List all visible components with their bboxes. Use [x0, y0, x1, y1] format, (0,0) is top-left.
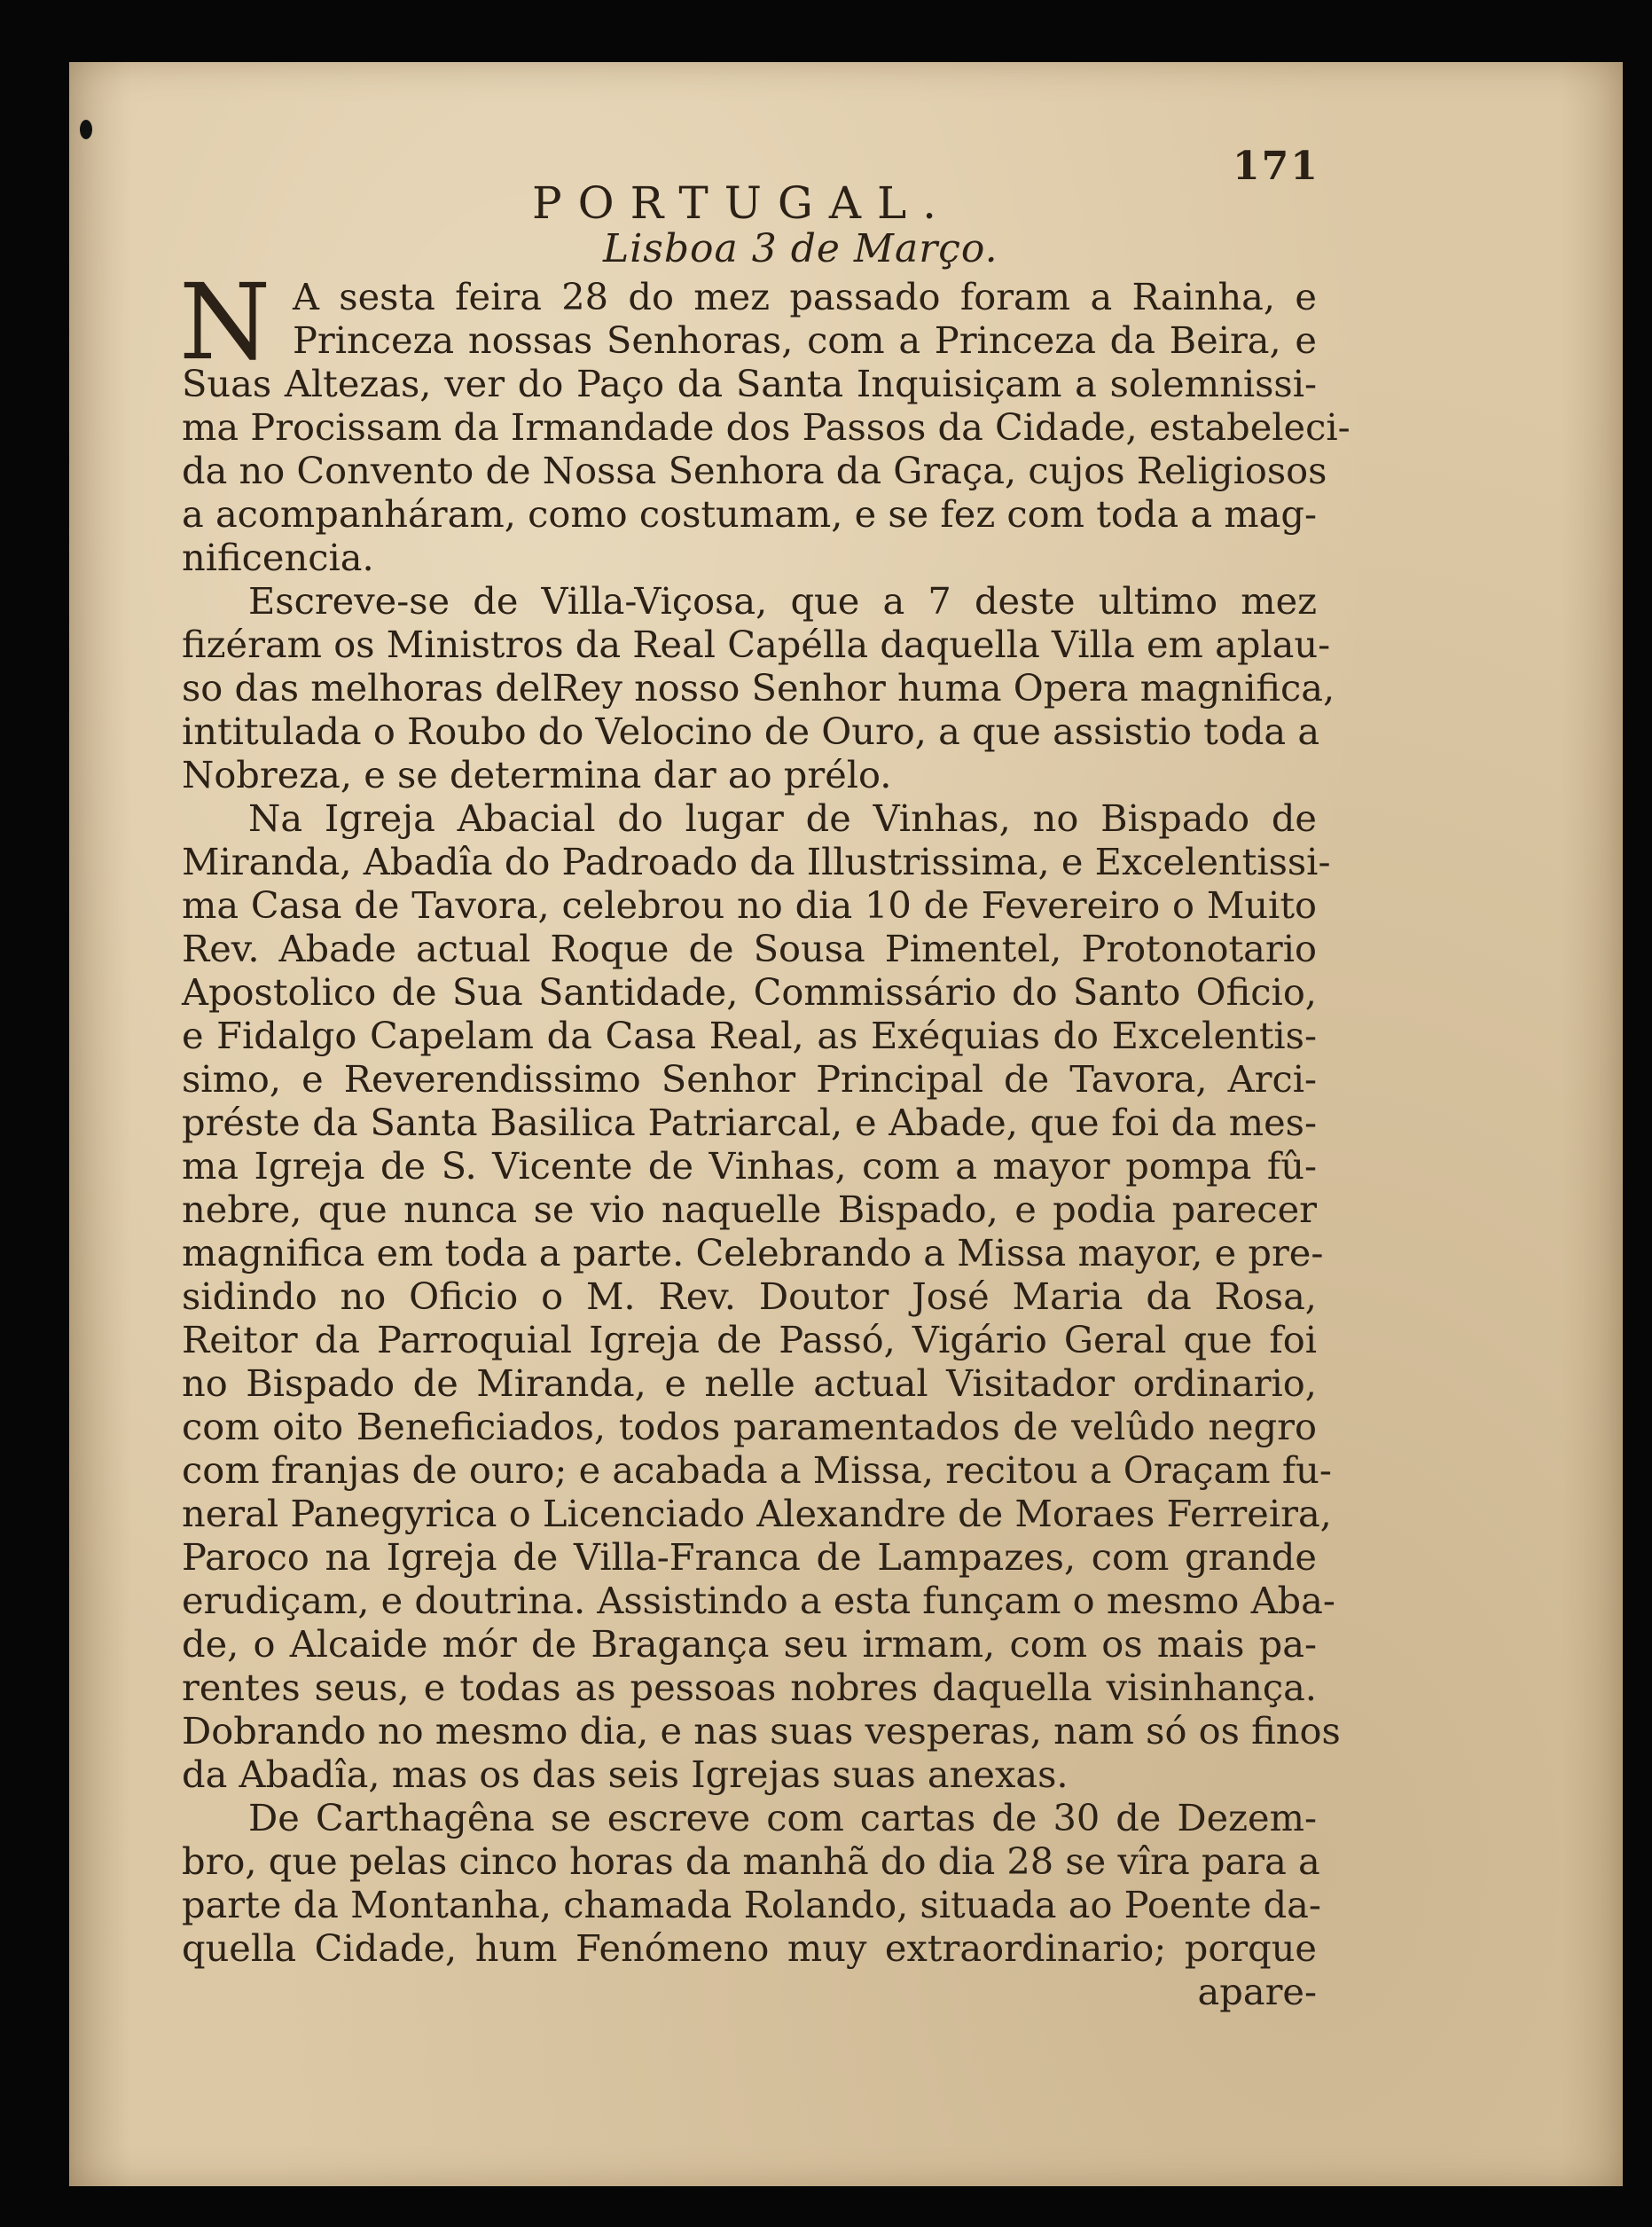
- text-line: ma Casa de Tavora, celebrou no dia 10 de Fevereiro o Muito: [182, 883, 1317, 927]
- text-line: Na Igreja Abacial do lugar de Vinhas, no Bispado de: [248, 796, 1317, 840]
- text-line: Escreve-se de Villa-Viçosa, que a 7 deste ultimo mez: [248, 579, 1317, 623]
- text-line: neral Panegyrica o Licenciado Alexandre de Moraes Ferreira,: [182, 1492, 1332, 1535]
- text-line: nebre, que nunca se vio naquelle Bispado, e podia parecer: [182, 1188, 1317, 1231]
- text-line: fizéram os Ministros da Real Capélla daquella Villa em aplau-: [182, 623, 1331, 666]
- text-line: nificencia.: [182, 536, 374, 579]
- text-line: Nobreza, e se determina dar ao prélo.: [182, 753, 892, 796]
- text-line: Rev. Abade actual Roque de Sousa Pimentel, Protonotario: [182, 927, 1317, 970]
- text-line: com oito Beneficiados, todos paramentados de velûdo negro: [182, 1405, 1317, 1448]
- text-line: Miranda, Abadîa do Padroado da Illustrissima, e Excelentissi-: [182, 840, 1331, 883]
- text-line: da Abadîa, mas os das seis Igrejas suas anexas.: [182, 1753, 1069, 1796]
- text-line: Suas Altezas, ver do Paço da Santa Inquisiçam a solemnissi-: [182, 362, 1317, 405]
- text-line: e Fidalgo Capelam da Casa Real, as Exéquias do Excelentis-: [182, 1014, 1317, 1057]
- text-line: Paroco na Igreja de Villa-Franca de Lampazes, com grande: [182, 1535, 1317, 1579]
- text-line: magnifica em toda a parte. Celebrando a Missa mayor, e pre-: [182, 1231, 1324, 1274]
- text-line: com franjas de ouro; e acabada a Missa, recitou a Oraçam fu-: [182, 1448, 1332, 1492]
- text-line: quella Cidade, hum Fenómeno muy extraordinario; porque: [182, 1926, 1317, 1970]
- page-number: 171: [1233, 144, 1319, 189]
- text-line: De Carthagêna se escreve com cartas de 30 de Dezem-: [248, 1796, 1317, 1839]
- binding-hole: [80, 120, 92, 139]
- text-line: simo, e Reverendissimo Senhor Principal de Tavora, Arci-: [182, 1057, 1317, 1101]
- text-line: bro, que pelas cinco horas da manhã do dia 28 se vîra para a: [182, 1839, 1320, 1883]
- text-line: Dobrando no mesmo dia, e nas suas vesperas, nam só os finos: [182, 1709, 1341, 1753]
- text-line: Apostolico de Sua Santidade, Commissário do Santo Oficio,: [182, 970, 1317, 1014]
- text-line: A sesta feira 28 do mez passado foram a Rainha, e: [293, 275, 1317, 318]
- text-line: Reitor da Parroquial Igreja de Passó, Vigário Geral que foi: [182, 1318, 1317, 1361]
- article-body: [182, 275, 1351, 2013]
- text-line: rentes seus, e todas as pessoas nobres daquella visinhança.: [182, 1666, 1317, 1709]
- text-line: ma Procissam da Irmandade dos Passos da Cidade, estabeleci-: [182, 405, 1351, 449]
- text-line: de, o Alcaide mór de Bragança seu irmam, com os mais pa-: [182, 1622, 1317, 1666]
- text-line: da no Convento de Nossa Senhora da Graça, cujos Religiosos: [182, 449, 1327, 492]
- text-line: ma Igreja de S. Vicente de Vinhas, com a mayor pompa fû-: [182, 1144, 1317, 1188]
- text-line: Princeza nossas Senhoras, com a Princeza da Beira, e: [293, 318, 1317, 362]
- text-line: intitulada o Roubo do Velocino de Ouro, a que assistio toda a: [182, 710, 1320, 753]
- drop-cap: N: [179, 261, 271, 383]
- dateline: Lisboa 3 de Março.: [603, 226, 998, 271]
- text-line: préste da Santa Basilica Patriarcal, e Abade, que foi da mes-: [182, 1101, 1317, 1144]
- text-line: erudiçam, e doutrina. Assistindo a esta funçam o mesmo Aba-: [182, 1579, 1335, 1622]
- text-line: parte da Montanha, chamada Rolando, situada ao Poente da-: [182, 1883, 1321, 1926]
- catchword: apare-: [1197, 1970, 1317, 2013]
- page-heading: PORTUGAL.: [532, 177, 953, 229]
- text-line: sidindo no Oficio o M. Rev. Doutor José Maria da Rosa,: [182, 1274, 1317, 1318]
- text-line: so das melhoras delRey nosso Senhor huma Opera magnifica,: [182, 666, 1335, 710]
- text-line: a acompanháram, como costumam, e se fez com toda a mag-: [182, 492, 1317, 536]
- text-line: no Bispado de Miranda, e nelle actual Visitador ordinario,: [182, 1361, 1317, 1405]
